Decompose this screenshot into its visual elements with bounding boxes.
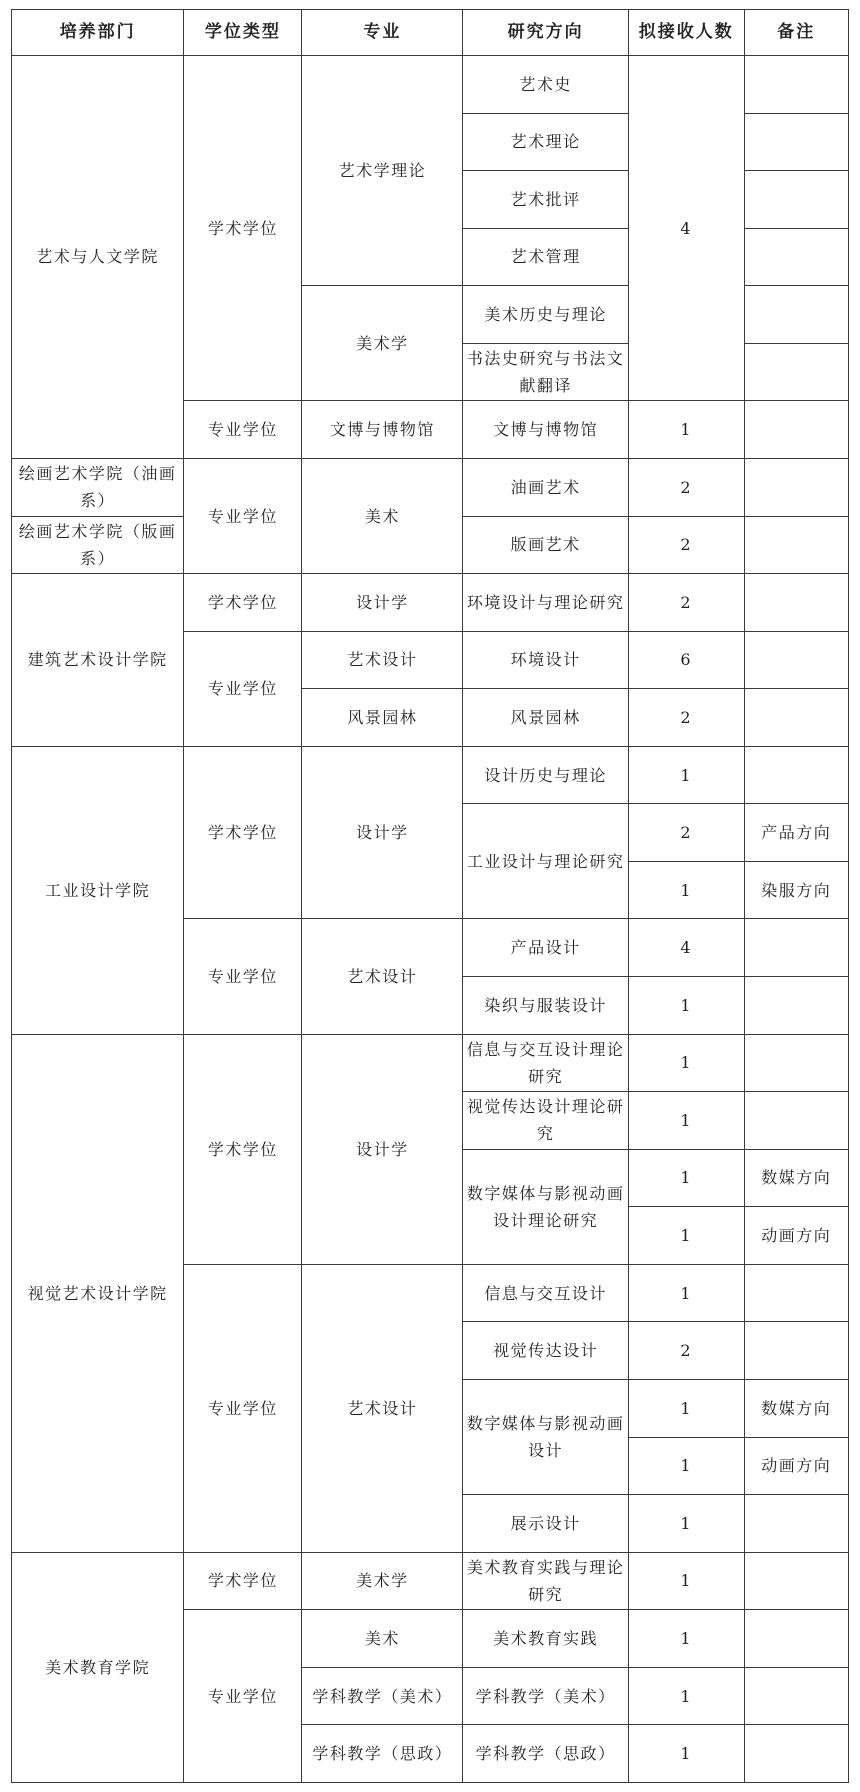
major-cell: 美术 xyxy=(302,458,463,573)
table-body xyxy=(12,56,849,1783)
degree-type-cell: 专业学位 xyxy=(184,1264,302,1552)
admission-count-cell: 1 xyxy=(628,1725,744,1783)
note-cell xyxy=(744,1667,848,1725)
header-direction: 研究方向 xyxy=(463,10,629,56)
research-direction-cell: 工业设计与理论研究 xyxy=(463,804,629,919)
research-direction-cell: 艺术理论 xyxy=(463,113,629,171)
admission-count-cell: 2 xyxy=(628,516,744,574)
note-cell xyxy=(744,171,848,229)
degree-type-cell: 学术学位 xyxy=(184,1034,302,1264)
major-cell: 美术 xyxy=(302,1610,463,1668)
admission-count-cell: 1 xyxy=(628,401,744,459)
note-cell xyxy=(744,113,848,171)
note-cell: 数媒方向 xyxy=(744,1149,848,1207)
note-cell: 动画方向 xyxy=(744,1437,848,1495)
table-row xyxy=(12,746,849,804)
major-cell: 学科教学（思政） xyxy=(302,1725,463,1783)
major-cell: 美术学 xyxy=(302,1552,463,1610)
admission-count-cell: 1 xyxy=(628,1092,744,1150)
major-cell: 风景园林 xyxy=(302,689,463,747)
major-cell: 设计学 xyxy=(302,574,463,632)
table-row xyxy=(12,1034,849,1092)
note-cell xyxy=(744,1264,848,1322)
note-cell xyxy=(744,1725,848,1783)
note-cell xyxy=(744,1495,848,1553)
dept-cell: 艺术与人文学院 xyxy=(12,56,184,459)
table-row xyxy=(12,574,849,632)
admission-count-cell: 1 xyxy=(628,1379,744,1437)
major-cell: 艺术设计 xyxy=(302,919,463,1034)
admission-count-cell: 1 xyxy=(628,1552,744,1610)
header-note: 备注 xyxy=(744,10,848,56)
research-direction-cell: 学科教学（美术） xyxy=(463,1667,629,1725)
dept-cell: 工业设计学院 xyxy=(12,746,184,1034)
note-cell: 动画方向 xyxy=(744,1207,848,1265)
header-row xyxy=(12,10,849,56)
research-direction-cell: 艺术史 xyxy=(463,56,629,114)
admission-count-cell: 6 xyxy=(628,631,744,689)
header-dept: 培养部门 xyxy=(12,10,184,56)
research-direction-cell: 文博与博物馆 xyxy=(463,401,629,459)
major-cell: 设计学 xyxy=(302,746,463,919)
research-direction-cell: 美术教育实践与理论研究 xyxy=(463,1552,629,1610)
research-direction-cell: 学科教学（思政） xyxy=(463,1725,629,1783)
note-cell xyxy=(744,977,848,1035)
admission-count-cell: 1 xyxy=(628,1610,744,1668)
research-direction-cell: 油画艺术 xyxy=(463,458,629,516)
research-direction-cell: 书法史研究与书法文献翻译 xyxy=(463,343,629,401)
admission-count-cell: 1 xyxy=(628,1264,744,1322)
research-direction-cell: 染织与服装设计 xyxy=(463,977,629,1035)
admission-count-cell: 1 xyxy=(628,1149,744,1207)
note-cell xyxy=(744,1092,848,1150)
degree-type-cell: 专业学位 xyxy=(184,401,302,459)
note-cell xyxy=(744,574,848,632)
admission-count-cell: 2 xyxy=(628,574,744,632)
note-cell: 产品方向 xyxy=(744,804,848,862)
research-direction-cell: 环境设计 xyxy=(463,631,629,689)
note-cell xyxy=(744,1552,848,1610)
admission-count-cell: 1 xyxy=(628,861,744,919)
note-cell xyxy=(744,631,848,689)
research-direction-cell: 版画艺术 xyxy=(463,516,629,574)
note-cell xyxy=(744,516,848,574)
note-cell xyxy=(744,1610,848,1668)
research-direction-cell: 数字媒体与影视动画设计 xyxy=(463,1379,629,1494)
note-cell: 数媒方向 xyxy=(744,1379,848,1437)
note-cell xyxy=(744,401,848,459)
note-cell xyxy=(744,746,848,804)
table-row xyxy=(12,1552,849,1610)
admission-count-cell: 1 xyxy=(628,1034,744,1092)
note-cell: 染服方向 xyxy=(744,861,848,919)
note-cell xyxy=(744,919,848,977)
dept-cell: 美术教育学院 xyxy=(12,1552,184,1782)
research-direction-cell: 产品设计 xyxy=(463,919,629,977)
major-cell: 艺术学理论 xyxy=(302,56,463,286)
note-cell xyxy=(744,1322,848,1380)
degree-type-cell: 学术学位 xyxy=(184,56,302,401)
degree-type-cell: 学术学位 xyxy=(184,746,302,919)
dept-cell: 视觉艺术设计学院 xyxy=(12,1034,184,1552)
research-direction-cell: 视觉传达设计 xyxy=(463,1322,629,1380)
research-direction-cell: 设计历史与理论 xyxy=(463,746,629,804)
research-direction-cell: 视觉传达设计理论研究 xyxy=(463,1092,629,1150)
dept-cell: 绘画艺术学院（油画系） xyxy=(12,458,184,516)
admission-count-cell: 2 xyxy=(628,458,744,516)
degree-type-cell: 专业学位 xyxy=(184,631,302,746)
research-direction-cell: 数字媒体与影视动画设计理论研究 xyxy=(463,1149,629,1264)
note-cell xyxy=(744,689,848,747)
admission-count-cell: 2 xyxy=(628,1322,744,1380)
major-cell: 艺术设计 xyxy=(302,631,463,689)
note-cell xyxy=(744,286,848,344)
note-cell xyxy=(744,1034,848,1092)
degree-type-cell: 专业学位 xyxy=(184,1610,302,1783)
research-direction-cell: 信息与交互设计 xyxy=(463,1264,629,1322)
major-cell: 美术学 xyxy=(302,286,463,401)
major-cell: 学科教学（美术） xyxy=(302,1667,463,1725)
header-degree: 学位类型 xyxy=(184,10,302,56)
major-cell: 艺术设计 xyxy=(302,1264,463,1552)
header-major: 专业 xyxy=(302,10,463,56)
research-direction-cell: 信息与交互设计理论研究 xyxy=(463,1034,629,1092)
research-direction-cell: 美术历史与理论 xyxy=(463,286,629,344)
header-count: 拟接收人数 xyxy=(628,10,744,56)
dept-cell: 绘画艺术学院（版画系） xyxy=(12,516,184,574)
admission-count-cell: 1 xyxy=(628,1495,744,1553)
major-cell: 设计学 xyxy=(302,1034,463,1264)
admission-count-cell: 1 xyxy=(628,746,744,804)
degree-type-cell: 专业学位 xyxy=(184,919,302,1034)
research-direction-cell: 风景园林 xyxy=(463,689,629,747)
dept-cell: 建筑艺术设计学院 xyxy=(12,574,184,747)
major-cell: 文博与博物馆 xyxy=(302,401,463,459)
note-cell xyxy=(744,343,848,401)
note-cell xyxy=(744,228,848,286)
table-row xyxy=(12,56,849,114)
note-cell xyxy=(744,458,848,516)
degree-type-cell: 专业学位 xyxy=(184,458,302,573)
admission-count-cell: 1 xyxy=(628,1667,744,1725)
admission-count-cell: 1 xyxy=(628,1207,744,1265)
research-direction-cell: 美术教育实践 xyxy=(463,1610,629,1668)
degree-type-cell: 学术学位 xyxy=(184,1552,302,1610)
admission-count-cell: 1 xyxy=(628,977,744,1035)
table-row xyxy=(12,458,849,516)
degree-type-cell: 学术学位 xyxy=(184,574,302,632)
admission-table xyxy=(11,9,849,1783)
research-direction-cell: 艺术管理 xyxy=(463,228,629,286)
admission-count-cell: 4 xyxy=(628,56,744,401)
research-direction-cell: 展示设计 xyxy=(463,1495,629,1553)
admission-count-cell: 1 xyxy=(628,1437,744,1495)
research-direction-cell: 艺术批评 xyxy=(463,171,629,229)
note-cell xyxy=(744,56,848,114)
admission-count-cell: 4 xyxy=(628,919,744,977)
research-direction-cell: 环境设计与理论研究 xyxy=(463,574,629,632)
admission-count-cell: 2 xyxy=(628,804,744,862)
admission-count-cell: 2 xyxy=(628,689,744,747)
